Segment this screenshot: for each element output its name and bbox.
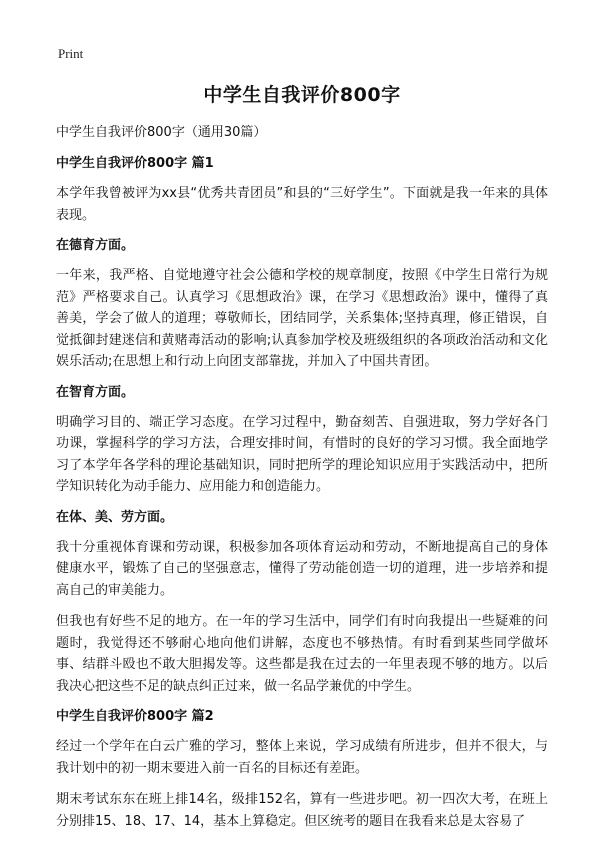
heading-moral: 在德育方面。 xyxy=(56,238,135,253)
paragraph-part2-1: 经过一个学年在白云广雅的学习，整体上来说，学习成绩有所进步，但并不很大，与我计划中的初一期末要进入前一百名的目标还有差距。 xyxy=(56,739,548,776)
heading-intellect: 在智育方面。 xyxy=(56,384,135,400)
paragraph-intro: 本学年我曾被评为xx县“优秀共青团员”和县的“三好学生”。下面就是我一年来的具体表现。 xyxy=(56,186,548,223)
document-subtitle: 中学生自我评价800字（通用30篇） xyxy=(56,125,267,140)
print-link[interactable]: Print xyxy=(58,46,84,61)
document-body xyxy=(56,80,548,842)
paragraph-part2-2: 期末考试东东在班上排14名，级排152名，算有一些进步吧。初一四次大考，在班上分别排15、18、17、14，基本上算稳定。但区统考的题目在我看来总是太容易了 xyxy=(56,792,548,829)
paragraph-intellect: 明确学习目的、端正学习态度。在学习过程中，勤奋刻苦、自强进取，努力学好各门功课，掌握科学的学习方法，合理安排时间，有惜时的良好的学习习惯。我全面地学习了本学年各学科的理论基础知识，同时把所学的理论知识应用于实践活动中，把所学知识转化为动手能力、应用能力和创造能力。 xyxy=(56,414,548,494)
section-title-2: 中学生自我评价800字 篇2 xyxy=(56,709,214,724)
page-title: 中学生自我评价800字 xyxy=(203,84,401,106)
paragraph-moral: 一年来，我严格、自觉地遵守社会公德和学校的规章制度，按照《中学生日常行为规范》严格要求自己。认真学习《思想政治》课，在学习《思想政治》课中，懂得了真善美，学会了做人的道理；尊敬师长，团结同学，关系集体;坚持真理，修正错误，自觉抵御封建迷信和黄赌毒活动的影响;认真参加学校及班级组织的各项政治活动和文化娱乐活动;在思想上和行动上向团支部靠拢，并加入了中国共青团。 xyxy=(56,268,548,369)
paragraph-physical: 我十分重视体育课和劳动课，积极参加各项体育运动和劳动，不断地提高自己的身体健康水平，锻炼了自己的坚强意志，懂得了劳动能创造一切的道理，进一步培养和提高自己的审美能力。 xyxy=(56,539,548,598)
paragraph-shortcomings: 但我也有好些不足的地方。在一年的学习生活中，同学们有时向我提出一些疑难的问题时，我觉得还不够耐心地向他们讲解，态度也不够热情。有时看到某些同学做坏事、结群斗殴也不敢大胆揭发等。这些都是我在过去的一年里表现不够的地方。以后我决心把这些不足的缺点纠正过来，做一名品学兼优的中学生。 xyxy=(56,614,548,694)
heading-physical: 在体、美、劳方面。 xyxy=(56,509,174,525)
section-title-1: 中学生自我评价800字 篇1 xyxy=(56,156,214,171)
